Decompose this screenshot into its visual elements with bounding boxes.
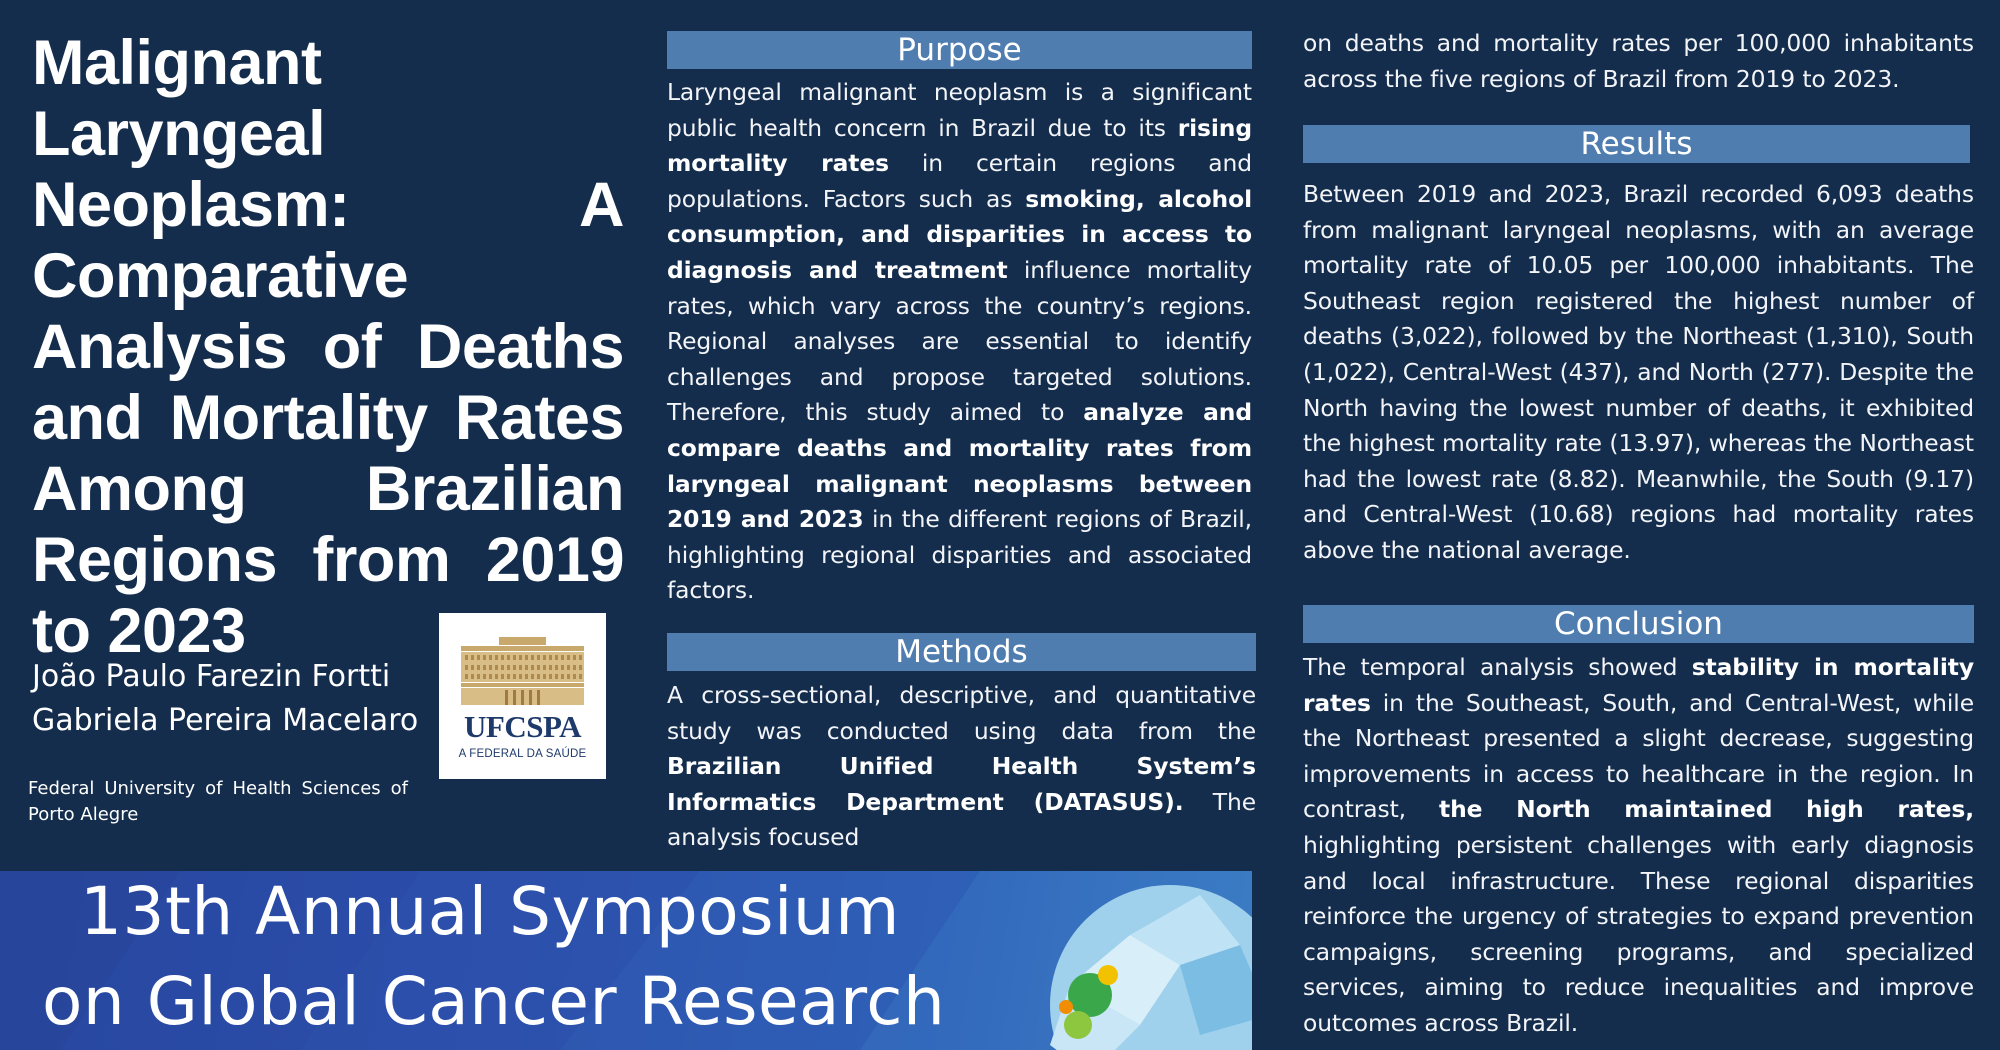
banner-line-2: on Global Cancer Research xyxy=(42,963,946,1040)
affiliation: Federal University of Health Sciences of Porto Alegre xyxy=(28,778,408,825)
author-name: Gabriela Pereira Macelaro xyxy=(32,703,419,738)
banner-line-1: 13th Annual Symposium xyxy=(80,873,900,950)
results-heading: Results xyxy=(1303,125,1970,163)
text-run: highlighting persistent challenges with early diagnosis and local infrastructure. These regional disparities reinforce the urgency of strategies to expand prevention campaigns, screening programs, and specialized services, aiming to reduce inequalities and improve outcomes across Brazil. xyxy=(1303,830,1974,1037)
conclusion-text xyxy=(1303,650,1974,1042)
ufcspa-logo xyxy=(439,613,606,779)
text-run: in certain regions and populations. Factors such as xyxy=(667,149,1252,213)
text-run-bold: Brazilian Unified Health System’s Informatics Department (DATASUS). xyxy=(667,752,1256,816)
text-run-bold: smoking, alcohol consumption, and disparities in access to diagnosis and treatment xyxy=(667,184,1252,284)
text-run: A cross-sectional, descriptive, and quantitative study was conducted using data from the xyxy=(667,681,1256,745)
author-list xyxy=(32,655,452,743)
results-text: Between 2019 and 2023, Brazil recorded 6,093 deaths from malignant laryngeal neoplasms, with an average mortality rate of 10.05 per 100,000 inhabitants. The Southeast region registered the highest number of deaths (3,022), followed by the Northeast (1,310), South (1,022), Central-West (437), and North (277). Despite the North having the lowest number of deaths, it exhibited the highest mortality rate (13.97), whereas the Northeast had the lowest rate (8.82). Meanwhile, the South (9.17) and Central-West (10.68) regions had mortality rates above the national average. xyxy=(1303,180,1974,564)
text-run: Laryngeal malignant neoplasm is a significant public health concern in Brazil due to its xyxy=(667,78,1252,142)
text-run-bold: stability in mortality rates xyxy=(1303,653,1975,717)
methods-text-continued: on deaths and mortality rates per 100,000 inhabitants across the five regions of Brazil from 2019 to 2023. xyxy=(1303,29,1974,93)
text-run-bold: analyze and compare deaths and mortality rates from laryngeal malignant neoplasms between 2019 and 2023 xyxy=(667,398,1252,534)
text-run: The analysis focused xyxy=(667,787,1256,852)
purpose-text xyxy=(667,75,1252,609)
text-run-bold: the North maintained high rates, xyxy=(1439,795,1974,824)
poster-title: Malignant Laryngeal Neoplasm: A Comparative Analysis of Deaths and Mortality Rates Among Brazilian Regions from 2019 to 2023 xyxy=(32,28,624,666)
globe-icon xyxy=(1030,875,1252,1050)
university-building-icon xyxy=(461,637,584,705)
conclusion-heading: Conclusion xyxy=(1303,605,1974,643)
text-run: The temporal analysis showed xyxy=(1303,653,1692,681)
text-run: influence mortality rates, which vary across the country’s regions. Regional analyses are essential to identify challenges and propose targeted solutions. Therefore, this study aimed to xyxy=(667,255,1252,427)
text-run-bold: rising mortality rates xyxy=(667,113,1252,178)
author-name: João Paulo Farezin Fortti xyxy=(32,659,391,694)
logo-tagline: A FEDERAL DA SAÚDE xyxy=(458,748,587,760)
methods-heading: Methods xyxy=(667,633,1256,671)
methods-text xyxy=(667,678,1256,856)
text-run: in the different regions of Brazil, highlighting regional disparities and associated factors. xyxy=(667,505,1252,605)
purpose-heading: Purpose xyxy=(667,31,1252,69)
text-run: in the Southeast, South, and Central-West, while the Northeast presented a slight decrease, suggesting improvements in access to healthcare in the region. In contrast, xyxy=(1303,688,1974,824)
symposium-banner xyxy=(0,871,1252,1050)
logo-wordmark: UFCSPA xyxy=(464,709,581,744)
